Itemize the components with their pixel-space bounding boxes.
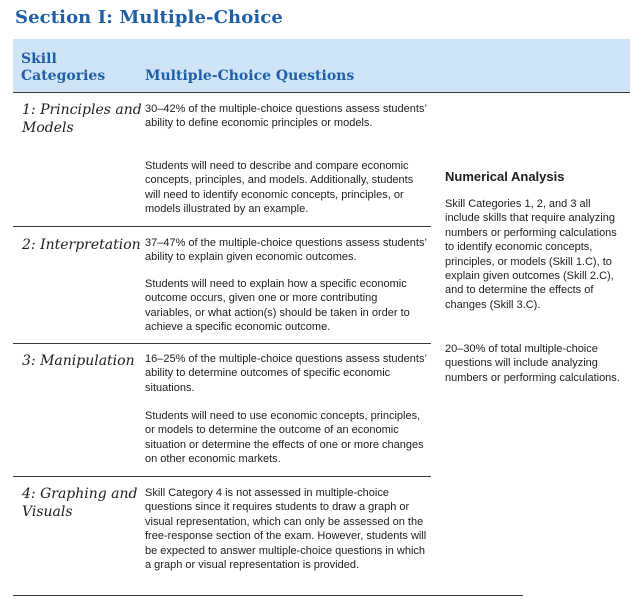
section-title: Section I: Multiple-Choice	[15, 7, 283, 28]
row2-paragraph-1: 37–47% of the multiple-choice questions assess students’ ability to explain given economic outcomes.	[145, 237, 427, 264]
row2-paragraph-2: Students will need to explain how a specific economic outcome occurs, given one or more contributing variables, or what action(s) should be taken in order to achieve a specific economic outcome.	[145, 278, 410, 334]
table-bottom-rule	[13, 595, 523, 596]
header-multiple-choice-questions: Multiple-Choice Questions	[145, 68, 355, 84]
category-graphing-and-visuals: 4: Graphing and Visuals	[22, 486, 138, 520]
category-manipulation: 3: Manipulation	[22, 353, 135, 369]
header-divider	[13, 92, 630, 93]
row3-paragraph-1: 16–25% of the multiple-choice questions assess students’ ability to determine outcomes of specific economic situations.	[145, 353, 427, 394]
row3-paragraph-2: Students will need to use economic concepts, principles, or models to determine the outcome of an economic situation or determine the effects of one or more changes on other economic markets.	[145, 410, 424, 466]
row-divider	[13, 476, 431, 477]
header-skill-categories: Skill Categories	[21, 51, 106, 84]
row-divider	[13, 343, 431, 344]
row-divider	[13, 226, 431, 227]
table-header	[13, 39, 630, 92]
sidebar-title: Numerical Analysis	[445, 169, 565, 184]
row4-paragraph-1: Skill Category 4 is not assessed in multiple-choice questions since it requires students to draw a graph or visual representation, which can only be assessed on the free-response section of the exam. However, students will be expected to answer multiple-choice questions in which a graph or visual representation is provided.	[145, 487, 427, 572]
row1-paragraph-2: Students will need to describe and compare economic concepts, principles, and models. Additionally, students will need to identify economic concepts, principles, or models illustrated by an example.	[145, 160, 414, 216]
row1-paragraph-1: 30–42% of the multiple-choice questions assess students’ ability to define economic principles or models.	[145, 103, 427, 130]
sidebar-paragraph-2: 20–30% of total multiple-choice questions will include analyzing numbers or performing calculations.	[445, 343, 620, 384]
sidebar-paragraph-1: Skill Categories 1, 2, and 3 all include skills that require analyzing numbers or performing calculations to identify economic concepts, principles, or models (Skill 1.C), to explain given outcomes (Skill 2.C), and to determine the effects of changes (Skill 3.C).	[445, 198, 617, 311]
category-interpretation: 2: Interpretation	[22, 237, 141, 253]
category-principles-and-models: 1: Principles and Models	[22, 102, 142, 136]
